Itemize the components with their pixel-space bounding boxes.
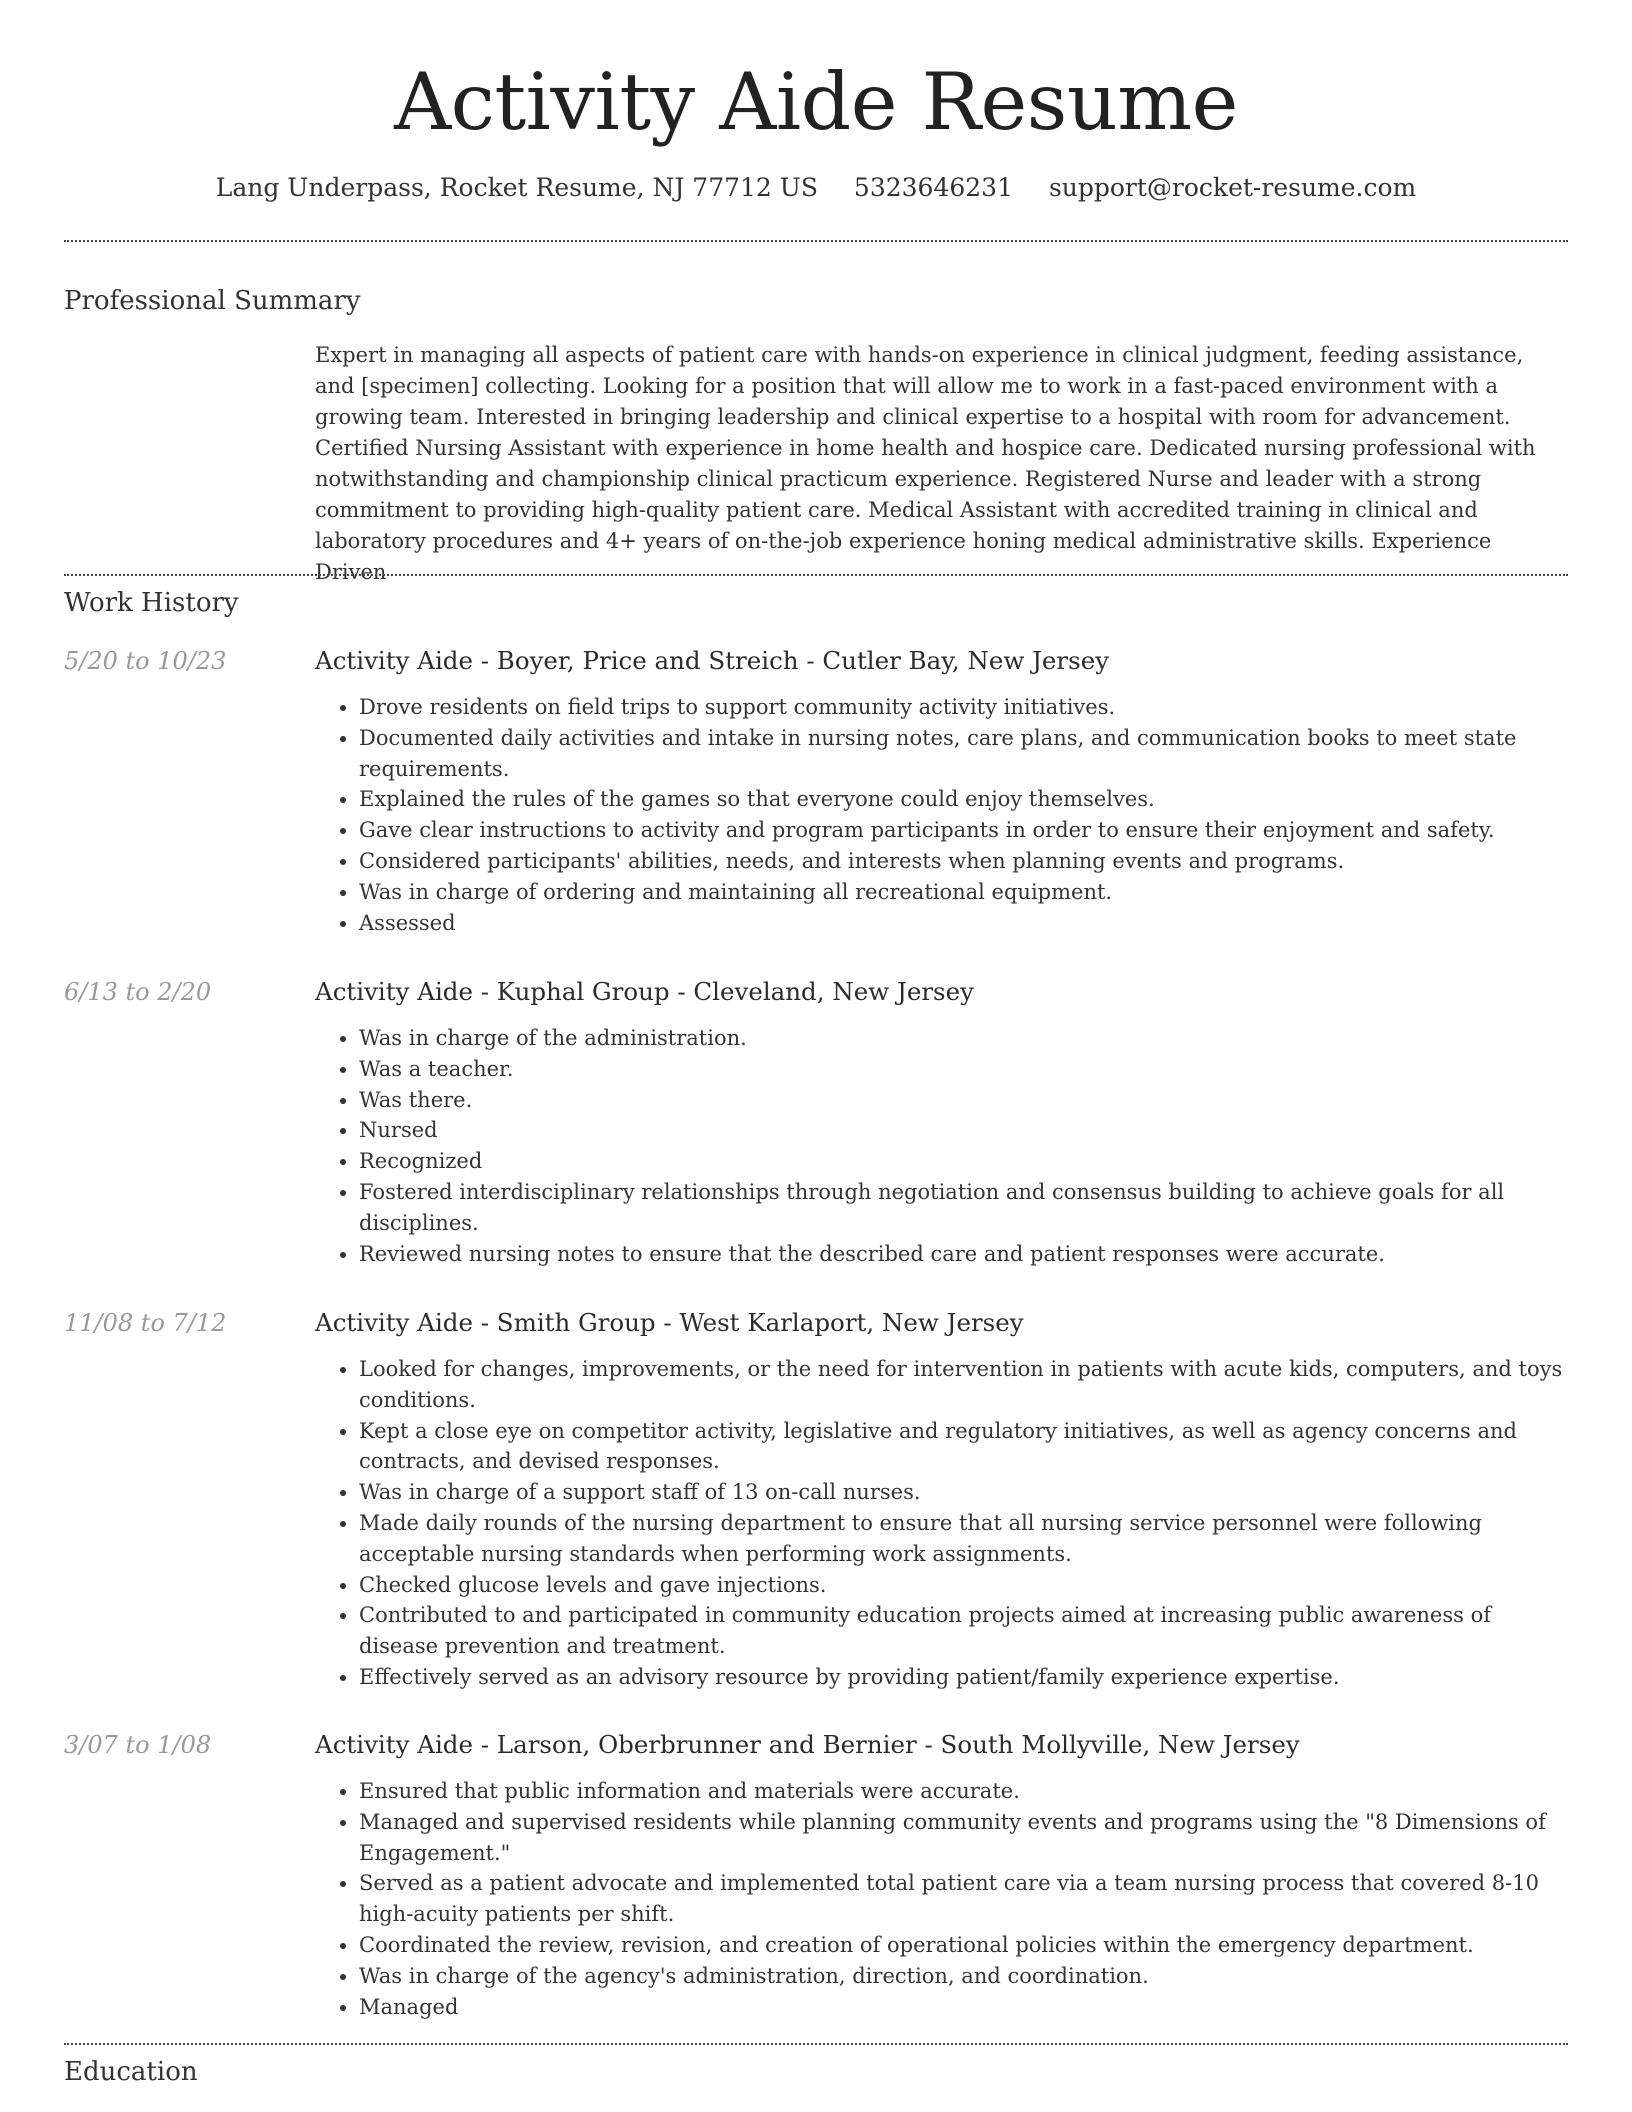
job-title: Activity Aide - Larson, Oberbrunner and Bernier - South Mollyville, New Jersey bbox=[315, 1730, 1300, 1759]
list-item: • Drove residents on field trips to support community activity initiatives. bbox=[359, 692, 1568, 723]
address-text: Lang Underpass, Rocket Resume, NJ 77712 US bbox=[215, 173, 818, 202]
job-dates: 5/20 to 10/23 bbox=[64, 647, 227, 675]
education-heading: Education bbox=[64, 2057, 198, 2087]
list-item: • Assessed bbox=[359, 908, 1568, 939]
resume-title: Activity Aide Resume bbox=[394, 56, 1238, 148]
list-item: • Coordinated the review, revision, and creation of operational policies within the emergency department. bbox=[359, 1930, 1568, 1961]
email-link[interactable]: support@rocket-resume.com bbox=[1048, 173, 1417, 202]
list-item: • Considered participants' abilities, needs, and interests when planning events and programs. bbox=[359, 846, 1568, 877]
list-item: • Looked for changes, improvements, or the need for intervention in patients with acute kids, computers, and toys conditions. bbox=[359, 1354, 1568, 1416]
job-bullets bbox=[315, 1023, 1568, 1269]
list-item: • Documented daily activities and intake in nursing notes, care plans, and communication books to meet state requirements. bbox=[359, 723, 1568, 785]
summary-heading: Professional Summary bbox=[64, 286, 361, 316]
job-title: Activity Aide - Kuphal Group - Cleveland, New Jersey bbox=[315, 977, 974, 1006]
list-item: • Was a teacher. bbox=[359, 1054, 1568, 1085]
list-item: • Managed bbox=[359, 1992, 1568, 2023]
list-item: • Fostered interdisciplinary relationships through negotiation and consensus building to achieve goals for all disciplines. bbox=[359, 1177, 1568, 1239]
list-item: • Nursed bbox=[359, 1115, 1568, 1146]
divider bbox=[64, 240, 1568, 242]
list-item: • Managed and supervised residents while planning community events and programs using the "8 Dimensions of Engagement." bbox=[359, 1807, 1568, 1869]
contact-line bbox=[64, 170, 1568, 206]
list-item: • Was there. bbox=[359, 1085, 1568, 1116]
job-bullets bbox=[315, 692, 1568, 938]
list-item: • Checked glucose levels and gave injections. bbox=[359, 1570, 1568, 1601]
list-item: • Explained the rules of the games so that everyone could enjoy themselves. bbox=[359, 784, 1568, 815]
list-item: • Was in charge of a support staff of 13 on-call nurses. bbox=[359, 1477, 1568, 1508]
list-item: • Recognized bbox=[359, 1146, 1568, 1177]
list-item: • Gave clear instructions to activity and program participants in order to ensure their enjoyment and safety. bbox=[359, 815, 1568, 846]
job-dates: 3/07 to 1/08 bbox=[64, 1731, 212, 1759]
list-item: • Kept a close eye on competitor activity, legislative and regulatory initiatives, as well as agency concerns and contracts, and devised responses. bbox=[359, 1416, 1568, 1478]
list-item: • Made daily rounds of the nursing department to ensure that all nursing service personnel were following acceptable nursing standards when performing work assignments. bbox=[359, 1508, 1568, 1570]
job-title: Activity Aide - Smith Group - West Karlaport, New Jersey bbox=[315, 1308, 1024, 1337]
list-item: • Effectively served as an advisory resource by providing patient/family experience expertise. bbox=[359, 1662, 1568, 1693]
job-dates: 11/08 to 7/12 bbox=[64, 1309, 227, 1337]
list-item: • Reviewed nursing notes to ensure that the described care and patient responses were accurate. bbox=[359, 1239, 1568, 1270]
job-title: Activity Aide - Boyer, Price and Streich - Cutler Bay, New Jersey bbox=[315, 646, 1110, 675]
job-dates: 6/13 to 2/20 bbox=[64, 978, 212, 1006]
list-item: • Contributed to and participated in community education projects aimed at increasing public awareness of disease prevention and treatment. bbox=[359, 1600, 1568, 1662]
job-bullets bbox=[315, 1354, 1568, 1693]
summary-text: Expert in managing all aspects of patient care with hands-on experience in clinical judgment, feeding assistance, and [specimen] collecting. Looking for a position that will allow me to work in a fast-paced environment with a growing team. Interested in bringing leadership and clinical expertise to a hospital with room for advancement. Certified Nursing Assistant with experience in home health and hospice care. Dedicated nursing professional with notwithstanding and championship clinical practicum experience. Registered Nurse and leader with a strong commitment to providing high-quality patient care. Medical Assistant with accredited training in clinical and laboratory procedures and 4+ years of on-the-job experience honing medical administrative skills. Experience Driven bbox=[315, 343, 1536, 584]
list-item: • Was in charge of the agency's administration, direction, and coordination. bbox=[359, 1961, 1568, 1992]
list-item: • Was in charge of ordering and maintaining all recreational equipment. bbox=[359, 877, 1568, 908]
divider bbox=[64, 574, 1568, 576]
work-history-heading: Work History bbox=[64, 588, 239, 618]
list-item: • Served as a patient advocate and implemented total patient care via a team nursing process that covered 8-10 high-acuity patients per shift. bbox=[359, 1868, 1568, 1930]
divider bbox=[64, 2043, 1568, 2045]
job-bullets bbox=[315, 1776, 1568, 2022]
phone-text: 5323646231 bbox=[853, 173, 1013, 202]
list-item: • Ensured that public information and materials were accurate. bbox=[359, 1776, 1568, 1807]
list-item: • Was in charge of the administration. bbox=[359, 1023, 1568, 1054]
